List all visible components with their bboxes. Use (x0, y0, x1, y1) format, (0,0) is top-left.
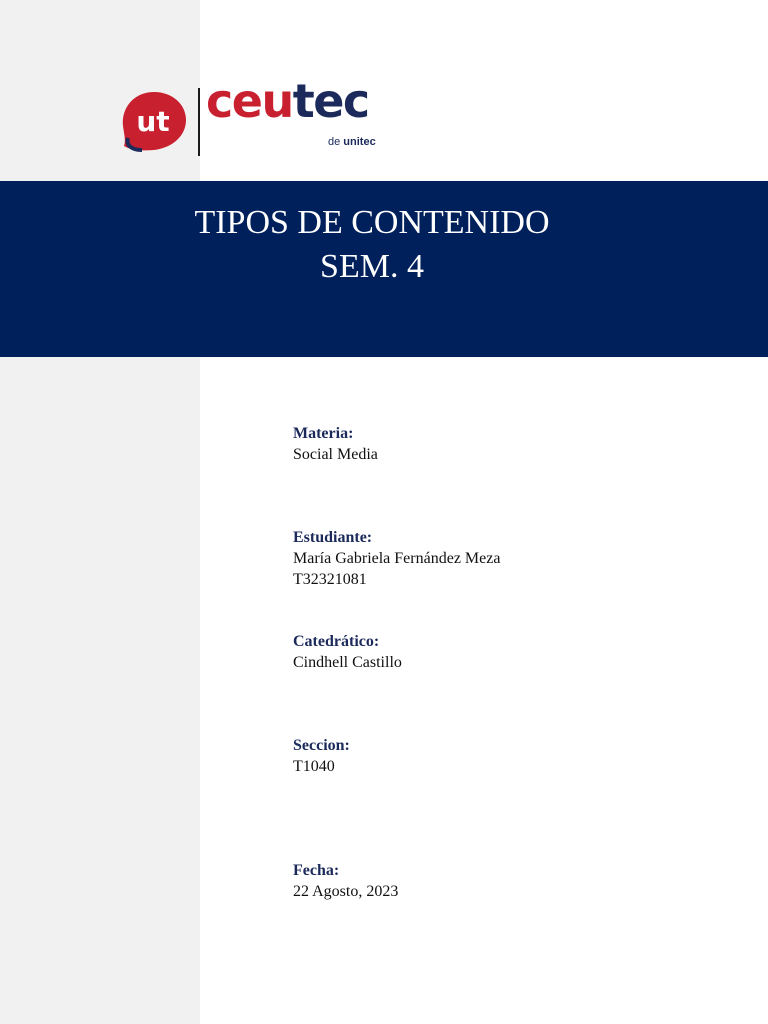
catedratico-label: Catedrático: (293, 633, 380, 650)
estudiante-id: T32321081 (293, 571, 367, 588)
estudiante-name: María Gabriela Fernández Meza (293, 550, 501, 567)
seccion-label: Seccion: (293, 737, 350, 754)
logo-sub-prefix: de (328, 136, 344, 148)
field-fecha (293, 860, 398, 902)
field-seccion (293, 735, 350, 777)
document-title (0, 201, 744, 289)
materia-label: Materia: (293, 425, 354, 442)
catedratico-value: Cindhell Castillo (293, 654, 402, 671)
fecha-value: 22 Agosto, 2023 (293, 883, 399, 900)
fecha-label: Fecha: (293, 862, 340, 879)
logo-word-ceu: ceu (206, 74, 293, 128)
estudiante-label: Estudiante: (293, 529, 373, 546)
materia-value: Social Media (293, 446, 378, 463)
logo-subtitle (328, 136, 376, 148)
seccion-value: T1040 (293, 758, 335, 775)
logo-sub-brand: unitec (343, 136, 376, 148)
field-catedratico (293, 631, 402, 673)
ceutec-logo (120, 74, 400, 164)
field-estudiante (293, 527, 500, 590)
logo-mark-text: ut (136, 105, 170, 138)
title-line-1: TIPOS DE CONTENIDO (194, 204, 550, 241)
logo-divider (198, 88, 200, 156)
logo-word-tec: tec (292, 74, 369, 128)
logo-wordmark (206, 74, 369, 128)
field-materia (293, 423, 378, 465)
title-line-2: SEM. 4 (320, 248, 424, 285)
ut-logo-mark-icon (120, 90, 188, 152)
